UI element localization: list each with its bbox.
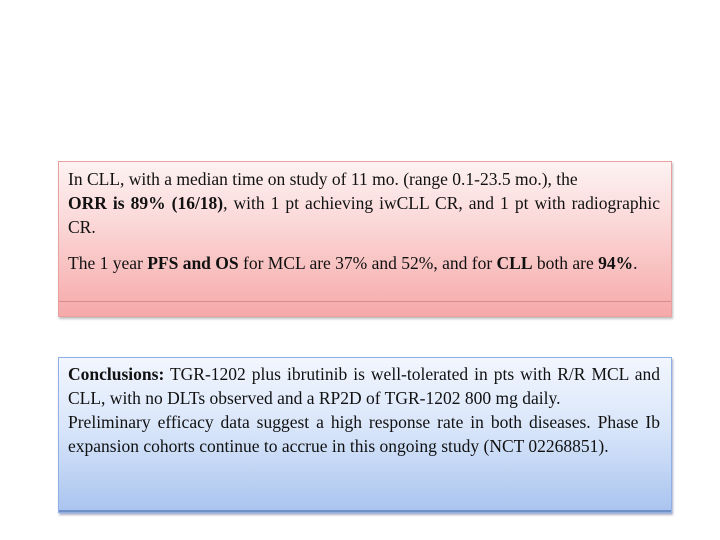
efficacy-paragraph	[68, 410, 660, 458]
results-text: both are	[532, 253, 599, 273]
conclusions-text: TGR-1202 plus ibrutinib is well-tolerated in pts with R/R MCL and CLL, with no DLTs observed and a RP2D of TGR-1202 800 mg daily.	[68, 364, 660, 408]
results-divider	[59, 301, 671, 302]
results-paragraph-pfs	[68, 251, 660, 275]
results-text: In CLL, with a median time on study of 11 mo. (range 0.1-23.5 mo.), the	[68, 169, 578, 189]
results-paragraph-cll	[68, 167, 660, 239]
results-text: The 1 year	[68, 253, 148, 273]
results-text: .	[633, 253, 638, 273]
conclusions-label: Conclusions:	[68, 364, 165, 384]
efficacy-text: Preliminary efficacy data suggest a high response rate in both diseases. Phase Ib expansion cohorts continue to accrue in this ongoing study (NCT 02268851).	[68, 412, 660, 456]
results-text: for MCL are 37% and 52%, and for	[238, 253, 497, 273]
cll-highlight: CLL	[496, 253, 533, 273]
conclusions-paragraph	[68, 362, 660, 410]
results-box	[58, 161, 672, 317]
pfs-os-highlight: PFS and OS	[147, 253, 239, 273]
percent-highlight: 94%	[598, 253, 634, 273]
results-text: , with 1 pt achieving iwCLL CR, and 1 pt with radiographic CR.	[68, 193, 661, 237]
conclusions-divider	[59, 510, 671, 512]
conclusions-box	[58, 357, 672, 513]
orr-highlight: ORR is 89% (16/18)	[68, 193, 224, 213]
